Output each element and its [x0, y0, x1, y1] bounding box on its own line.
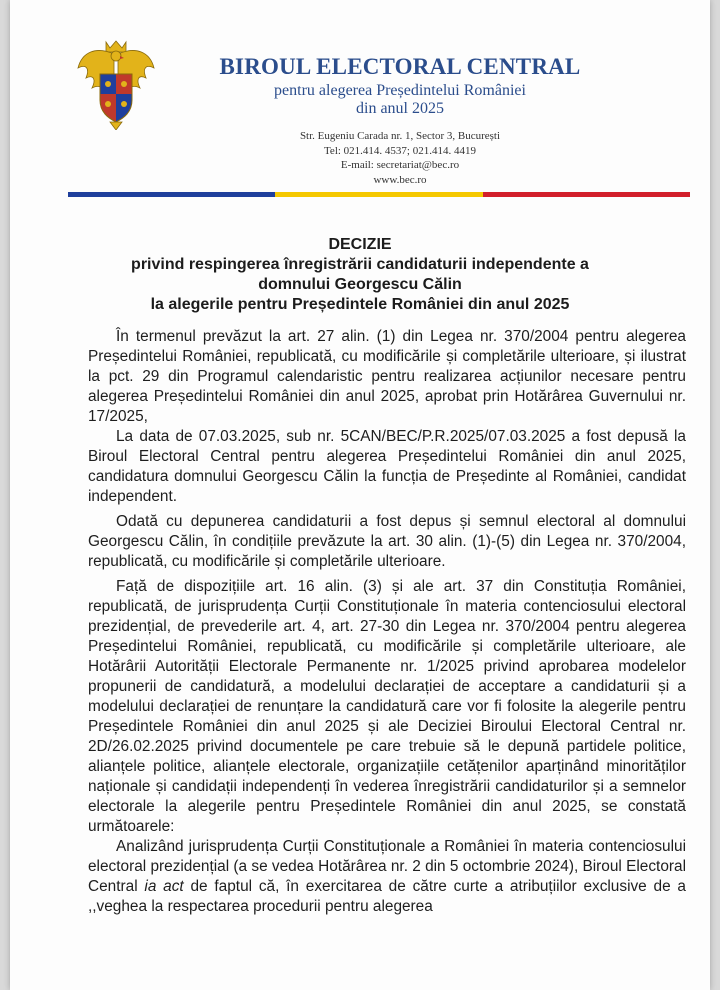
- org-subtitle-year: din anul 2025: [356, 100, 444, 117]
- decision-subtitle-name: domnului Georgescu Călin: [258, 276, 462, 293]
- paragraph-submission: La data de 07.03.2025, sub nr. 5CAN/BEC/P.R.2025/07.03.2025 a fost depusă la Biroul Electoral Central pentru alegerea Președintelui României din anul 2025, candidatura domnului Georgescu Călin la funcția de Președinte al României, candidat independent.: [88, 428, 686, 505]
- decision-body: [88, 327, 686, 922]
- email-line: E-mail: secretariat@bec.ro: [340, 159, 460, 171]
- phone-line: Tel: 021.414. 4537; 021.414. 4419: [323, 145, 476, 157]
- website-line: www.bec.ro: [373, 174, 427, 186]
- org-subtitle: pentru alegerea Președintelui României: [274, 82, 526, 99]
- flag-yellow-stripe: [275, 192, 482, 197]
- org-title: BIROUL ELECTORAL CENTRAL: [219, 54, 581, 79]
- analysis-italic-text: ia act: [144, 878, 184, 895]
- decision-subtitle: privind respingerea înregistrării candidaturii independente a: [131, 256, 589, 273]
- address-line: Str. Eugeniu Carada nr. 1, Sector 3, București: [299, 130, 501, 142]
- coat-of-arms-icon: [76, 38, 156, 130]
- decision-heading: DECIZIE: [328, 236, 392, 253]
- paragraph-legal-basis: În termenul prevăzut la art. 27 alin. (1) din Legea nr. 370/2004 pentru alegerea Președintelui României, republicată, cu modificările și completările ulterioare, și ilustrat la pct. 29 din Programul calendaristic pentru realizarea acțiunilor necesare pentru alegerea Președintelui României din anul 2025, aprobat prin Hotărârea Guvernului nr. 17/2025,: [88, 328, 686, 425]
- analysis-text: Analizând jurisprudența Curții Constituționale a României în materia contenciosului electoral prezidențial (a se vedea Hotărârea nr. 2 din 5 octombrie 2024), Biroul Electoral Central: [88, 838, 686, 895]
- analysis-text-continued: de faptul că, în exercitarea de către curte a atribuțiilor exclusive de a ,,veghea la respectarea procedurii pentru alegerea: [88, 878, 686, 915]
- document-page: [10, 0, 710, 990]
- paragraph-analysis: [88, 837, 686, 917]
- paragraph-electoral-sign: Odată cu depunerea candidaturii a fost depus și semnul electoral al domnului Georgescu Călin, în condițiile prevăzute la art. 30 alin. (1)-(5) din Legea nr. 370/2004, republicată, cu modificările și completările ulterioare.: [88, 513, 686, 570]
- flag-red-stripe: [483, 192, 690, 197]
- paragraph-considerations: Față de dispozițiile art. 16 alin. (3) și ale art. 37 din Constituția României, republicată, de jurisprudența Curții Constituționale în materia contenciosului electoral prezidențial, de prevederile art. 4, art. 27-30 din Legea nr. 370/2004 pentru alegerea Președintelui României, republicată, cu modificările și completările ulterioare, ale Hotărârii Autorității Electorale Permanente nr. 1/2025 privind aprobarea modelelor propunerii de candidatură, a modelului declarației de acceptare a candidaturii și a modelului declarației de renunțare la candidatură care vor fi folosite la alegerile pentru Președintele României din anul 2025 și ale Deciziei Biroului Electoral Central nr. 2D/26.02.2025 privind documentele pe care trebuie să le depună partidele politice, alianțele politice, alianțele electorale, organizațiile cetățenilor aparținând minorităților naționale și candidații independenți în vederea înregistrării candidaturilor și a semnelor electorale la alegerile pentru Președintele României din anul 2025, se constată următoarele:: [88, 578, 686, 835]
- tricolor-divider: [68, 192, 690, 197]
- flag-blue-stripe: [68, 192, 275, 197]
- decision-subtitle-election: la alegerile pentru Președintele României din anul 2025: [150, 296, 570, 313]
